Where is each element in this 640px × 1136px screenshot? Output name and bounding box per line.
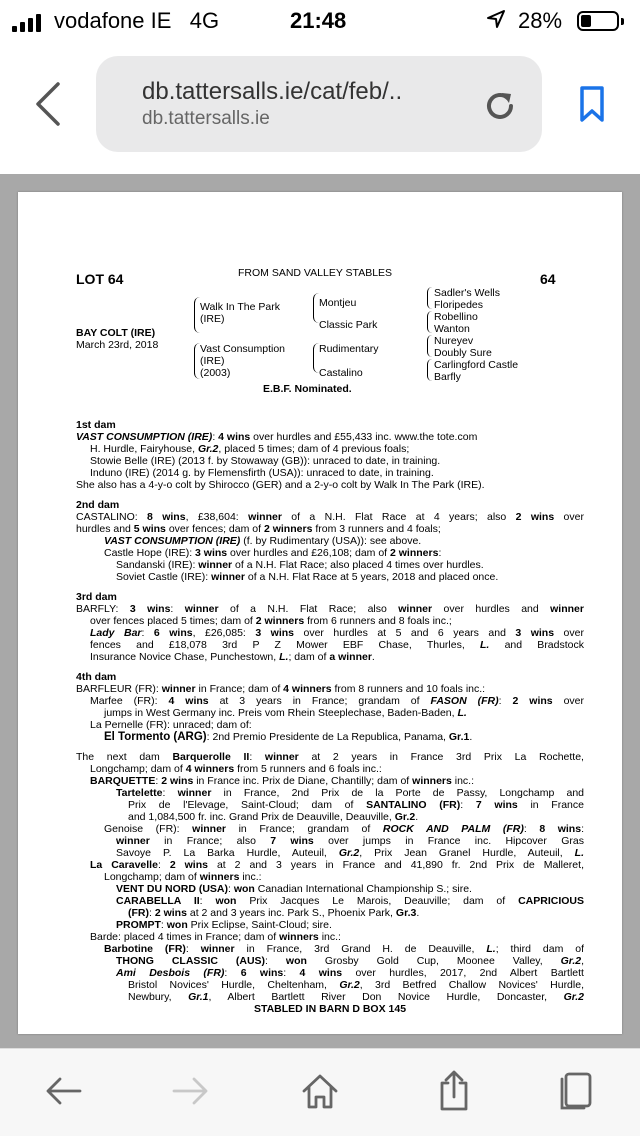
consignor: FROM SAND VALLEY STABLES <box>238 267 393 279</box>
pedigree-g3-7: Carlingford Castle <box>434 359 519 371</box>
next-dam-line: BARQUETTE: 2 wins in France inc. Prix de Diane, Chantilly; dam of winners inc.: <box>90 775 475 787</box>
third-dam-line: Lady Bar: 6 wins, £26,085: 3 wins over hurdles at 5 and 6 years and 3 wins over <box>90 627 584 639</box>
back-arrow-icon[interactable] <box>42 1069 86 1113</box>
first-dam-line: Induno (IRE) (2014 g. by Flemensfirth (USA)): unraced to date, in training. <box>90 467 434 479</box>
horse-description: BAY COLT (IRE) <box>76 327 156 339</box>
second-dam-line: CASTALINO: 8 wins, £38,604: winner of a N.H. Flat Race at 4 years; also 2 wins over <box>76 511 584 523</box>
lot-label: LOT 64 <box>76 271 124 287</box>
first-dam-section <box>76 419 584 491</box>
fourth-dam-line: El Tormento (ARG): 2nd Premio Presidente de La Republica, Panama, Gr.1. <box>104 731 473 743</box>
back-chevron-icon[interactable] <box>28 80 68 128</box>
next-dam-line: Bristol Novices' Hurdle, Cheltenham, Gr.2, 3rd Betfred Challow Novices' Hurdle, <box>128 979 584 991</box>
next-dam-line: Tartelette: winner in France, 2nd Prix de la Porte de Passy, Longchamp and <box>116 787 584 799</box>
forward-arrow-icon[interactable] <box>168 1069 212 1113</box>
next-dam-line: VENT DU NORD (USA): won Canadian International Championship S.; sire. <box>116 883 472 895</box>
dam-year: (2003) <box>200 367 231 379</box>
section-heading: 4th dam <box>76 671 117 683</box>
reload-icon[interactable] <box>480 86 520 126</box>
ebf-nominated: E.B.F. Nominated. <box>263 383 352 395</box>
second-dam-line: Sandanski (IRE): winner of a N.H. Flat Race; also placed 4 times over hurdles. <box>116 559 484 571</box>
fourth-dam-section <box>76 671 584 743</box>
next-dam-line: Longchamp; dam of winners inc.: <box>104 871 262 883</box>
sire-sire: Montjeu <box>319 297 357 309</box>
dam-dam: Castalino <box>319 367 363 379</box>
network-type: 4G <box>189 8 220 33</box>
dam-sire: Rudimentary <box>319 343 379 355</box>
first-dam-line: H. Hurdle, Fairyhouse, Gr.2, placed 5 times; dam of 4 previous foals; <box>90 443 410 455</box>
next-dam-line: CARABELLA II: won Prix Jacques Le Marois, Deauville; dam of CAPRICIOUS <box>116 895 584 907</box>
lot-number: 64 <box>540 271 556 287</box>
next-dam-line: PROMPT: won Prix Eclipse, Saint-Cloud; sire. <box>116 919 332 931</box>
next-dam-line: La Caravelle: 2 wins at 2 and 3 years in France and 41,890 fr. 2nd Prix de Malleret, <box>90 859 584 871</box>
browser-toolbar <box>0 1048 640 1136</box>
battery-icon <box>577 11 619 31</box>
next-dam-line: Prix de l'Elevage, Saint-Cloud; dam of SANTALINO (FR): 7 wins in France <box>128 799 584 811</box>
tabs-icon[interactable] <box>554 1069 598 1113</box>
second-dam-section <box>76 499 584 583</box>
catalogue-entry <box>76 263 584 1015</box>
location-arrow-icon <box>486 9 506 29</box>
pedigree-g3-1: Sadler's Wells <box>434 287 500 299</box>
fourth-dam-line: Marfee (FR): 4 wins at 3 years in France; grandam of FASON (FR): 2 wins over <box>90 695 584 707</box>
next-dam-line: Savoye P. La Barka Hurdle, Auteuil, Gr.2, Prix Jean Granel Hurdle, Auteuil, L. <box>116 847 584 859</box>
address-bar[interactable] <box>96 56 542 152</box>
pdf-viewport[interactable] <box>0 174 640 1048</box>
status-bar <box>0 0 640 42</box>
pedigree-g3-2: Floripedes <box>434 299 484 311</box>
fourth-dam-line: BARFLEUR (FR): winner in France; dam of 4 winners from 8 runners and 10 foals inc.: <box>76 683 486 695</box>
sire-name: Walk In The Park <box>200 301 280 313</box>
url-domain: db.tattersalls.ie <box>142 108 270 129</box>
url-text[interactable]: db.tattersalls.ie/cat/feb/.. <box>142 78 403 105</box>
next-dam-line: Barde: placed 4 times in France; dam of winners inc.: <box>90 931 341 943</box>
second-dam-line: VAST CONSUMPTION (IRE) (f. by Rudimentary (USA)): see above. <box>104 535 422 547</box>
signal-icon <box>12 14 41 32</box>
carrier-name: vodafone IE 4G <box>54 8 220 33</box>
foaling-date: March 23rd, 2018 <box>76 339 159 351</box>
next-dam-line: The next dam Barquerolle II: winner at 2 years in France 3rd Prix La Rochette, <box>76 751 584 763</box>
sire-country: (IRE) <box>200 313 225 325</box>
next-dam-line: Longchamp; dam of 4 winners from 5 runners and 6 foals inc.: <box>90 763 382 775</box>
next-dam-line: Barbotine (FR): winner in France, 3rd Grand H. de Deauville, L.; third dam of <box>104 943 584 955</box>
share-icon[interactable] <box>432 1069 476 1113</box>
battery-percent: 28% <box>518 8 563 33</box>
stabled-location: STABLED IN BARN D BOX 145 <box>253 1003 407 1015</box>
third-dam-line: fences and £18,078 3rd P Z Mower EBF Chase, Thurles, L. and Bradstock <box>90 639 584 651</box>
next-dam-line: THONG CLASSIC (AUS): won Grosby Gold Cup, Moonee Valley, Gr.2, <box>116 955 584 967</box>
bookmark-icon[interactable] <box>576 84 608 124</box>
second-dam-line: Castle Hope (IRE): 3 wins over hurdles and £26,108; dam of 2 winners: <box>104 547 442 559</box>
first-dam-line: Stowie Belle (IRE) (2013 f. by Stowaway (GB)): unraced to date, in training. <box>90 455 441 467</box>
third-dam-line: Insurance Novice Chase, Punchestown, L.; dam of a winner. <box>90 651 375 663</box>
pedigree-g3-4: Wanton <box>434 323 470 335</box>
second-dam-line: hurdles and 5 wins over fences; dam of 2 winners from 3 runners and 4 foals; <box>76 523 441 535</box>
section-heading: 3rd dam <box>76 591 117 603</box>
next-dam-line: and 1,084,500 fr. inc. Grand Prix de Deauville, Deauville, Gr.2. <box>128 811 419 823</box>
third-dam-line: BARFLY: 3 wins: winner of a N.H. Flat Race; also winner over hurdles and winner <box>76 603 584 615</box>
fourth-dam-line: La Pernelle (FR): unraced; dam of: <box>90 719 252 731</box>
home-icon[interactable] <box>298 1069 342 1113</box>
dam-country: (IRE) <box>200 355 225 367</box>
pedigree-g3-5: Nureyev <box>434 335 474 347</box>
pedigree-g3-6: Doubly Sure <box>434 347 492 359</box>
next-dam-section <box>76 751 584 1015</box>
catalogue-page <box>18 192 622 1034</box>
next-dam-line: winner in France; also 7 wins over jumps in France inc. Hipcover Gras <box>116 835 584 847</box>
fourth-dam-line: jumps in West Germany inc. Preis vom Rhein Steeplechase, Baden-Baden, L. <box>104 707 467 719</box>
second-dam-line: Soviet Castle (IRE): winner of a N.H. Flat Race at 5 years, 2018 and placed once. <box>116 571 499 583</box>
clock: 21:48 <box>290 8 347 33</box>
next-dam-line: Ami Desbois (FR): 6 wins: 4 wins over hurdles, 2017, 2nd Albert Bartlett <box>116 967 584 979</box>
third-dam-line: over fences placed 5 times; dam of 2 winners from 6 runners and 8 foals inc.; <box>90 615 452 627</box>
next-dam-line: (FR): 2 wins at 2 and 3 years inc. Park S., Phoenix Park, Gr.3. <box>128 907 420 919</box>
first-dam-line: VAST CONSUMPTION (IRE): 4 wins over hurdles and £55,433 inc. www.the tote.com <box>76 431 478 443</box>
section-heading: 2nd dam <box>76 499 120 511</box>
third-dam-section <box>76 591 584 663</box>
pedigree-table <box>76 263 584 411</box>
dam-name: Vast Consumption <box>200 343 286 355</box>
pedigree-g3-8: Barfly <box>434 371 461 383</box>
next-dam-line: Genoise (FR): winner in France; grandam of ROCK AND PALM (FR): 8 wins: <box>104 823 584 835</box>
sire-dam: Classic Park <box>319 319 378 331</box>
first-dam-line: She also has a 4-y-o colt by Shirocco (GER) and a 2-y-o colt by Walk In The Park (IRE). <box>76 479 485 491</box>
next-dam-line: Newbury, Gr.1, Albert Bartlett River Don Novice Hurdle, Doncaster, Gr.2 <box>128 991 584 1003</box>
pedigree-g3-3: Robellino <box>434 311 478 323</box>
section-heading: 1st dam <box>76 419 116 431</box>
